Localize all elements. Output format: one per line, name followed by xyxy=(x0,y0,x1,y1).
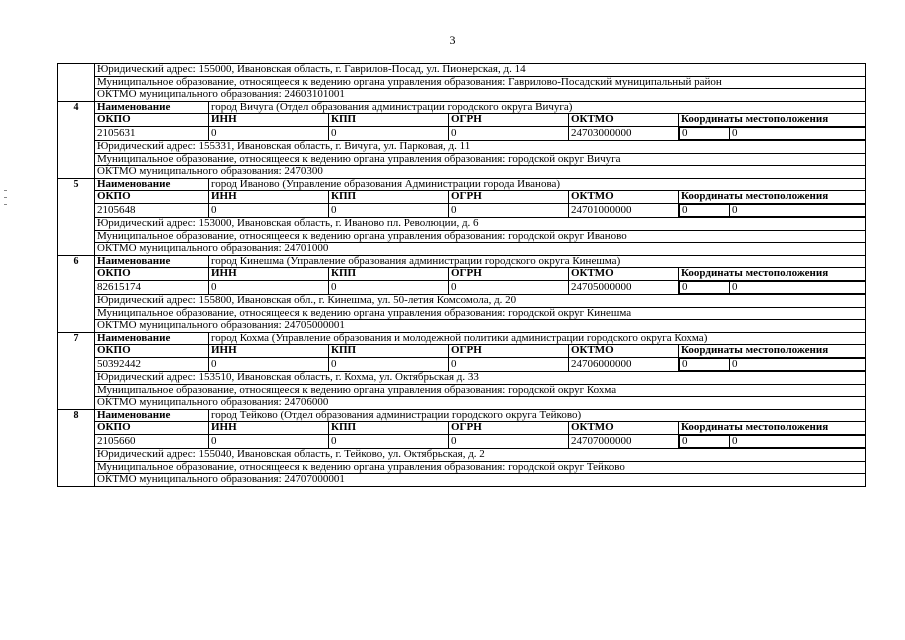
table-row xyxy=(58,422,866,435)
coords-header: Координаты местоположения xyxy=(679,114,866,127)
oktmo-header: ОКТМО xyxy=(569,345,679,358)
inn-header: ИНН xyxy=(209,422,329,435)
oktmo-value: 24707000000 xyxy=(569,434,679,449)
institutions-table xyxy=(57,63,866,487)
oktmo-cell: ОКТМО муниципального образования: 24707000001 xyxy=(95,474,866,487)
row-number: 6 xyxy=(58,255,95,332)
coords-header: Координаты местоположения xyxy=(679,345,866,358)
table-row xyxy=(58,153,866,166)
coord-lat: 0 xyxy=(680,435,730,448)
institution-name: город Кохма (Управление образования и молодежной политики администрации городского округа Кохма) xyxy=(209,332,866,345)
institution-name: город Кинешма (Управление образования администрации городского округа Кинешма) xyxy=(209,255,866,268)
okpo-header: ОКПО xyxy=(95,114,209,127)
municipality-cell: Муниципальное образование, относящееся к ведению органа управления образования: городской округ Иваново xyxy=(95,230,866,243)
coords-cell xyxy=(679,434,866,449)
okpo-value: 2105648 xyxy=(95,203,209,218)
row-number: 5 xyxy=(58,178,95,255)
table-row xyxy=(58,64,866,77)
ogrn-value: 0 xyxy=(449,203,569,218)
table-row xyxy=(58,243,866,256)
oktmo-header: ОКТМО xyxy=(569,268,679,281)
table-row xyxy=(58,280,866,295)
name-label: Наименование xyxy=(95,409,209,422)
margin-mark xyxy=(4,197,7,198)
table-row xyxy=(58,449,866,462)
table-row xyxy=(58,230,866,243)
ogrn-value: 0 xyxy=(449,434,569,449)
ogrn-header: ОГРН xyxy=(449,268,569,281)
table-row xyxy=(58,101,866,114)
oktmo-cell: ОКТМО муниципального образования: 24603101001 xyxy=(95,89,866,102)
ogrn-value: 0 xyxy=(449,126,569,141)
table-row xyxy=(58,345,866,358)
oktmo-value: 24703000000 xyxy=(569,126,679,141)
inn-value: 0 xyxy=(209,434,329,449)
ogrn-value: 0 xyxy=(449,280,569,295)
okpo-header: ОКПО xyxy=(95,268,209,281)
municipality-cell: Муниципальное образование, относящееся к ведению органа управления образования: городской округ Кохма xyxy=(95,384,866,397)
coords-cell xyxy=(679,280,866,295)
inn-header: ИНН xyxy=(209,345,329,358)
address-cell: Юридический адрес: 155040, Ивановская область, г. Тейково, ул. Октябрьская, д. 2 xyxy=(95,449,866,462)
oktmo-cell: ОКТМО муниципального образования: 24705000001 xyxy=(95,320,866,333)
coord-lat: 0 xyxy=(680,358,730,371)
margin-mark xyxy=(4,190,7,191)
inn-value: 0 xyxy=(209,126,329,141)
kpp-header: КПП xyxy=(329,114,449,127)
coords-cell xyxy=(679,357,866,372)
coords-cell xyxy=(679,203,866,218)
table-row xyxy=(58,89,866,102)
coords-header: Координаты местоположения xyxy=(679,422,866,435)
coord-lon: 0 xyxy=(730,358,866,371)
table-row xyxy=(58,203,866,218)
kpp-value: 0 xyxy=(329,434,449,449)
coord-lon: 0 xyxy=(730,127,866,140)
okpo-value: 82615174 xyxy=(95,280,209,295)
okpo-value: 50392442 xyxy=(95,357,209,372)
table-row xyxy=(58,384,866,397)
oktmo-header: ОКТМО xyxy=(569,191,679,204)
row-number: 8 xyxy=(58,409,95,486)
okpo-value: 2105660 xyxy=(95,434,209,449)
inn-header: ИНН xyxy=(209,191,329,204)
name-label: Наименование xyxy=(95,101,209,114)
inn-header: ИНН xyxy=(209,268,329,281)
ogrn-header: ОГРН xyxy=(449,345,569,358)
address-cell: Юридический адрес: 153510, Ивановская область, г. Кохма, ул. Октябрьская д. 33 xyxy=(95,372,866,385)
coord-lon: 0 xyxy=(730,435,866,448)
coord-lat: 0 xyxy=(680,281,730,294)
kpp-value: 0 xyxy=(329,357,449,372)
table-row xyxy=(58,76,866,89)
table-row xyxy=(58,409,866,422)
oktmo-header: ОКТМО xyxy=(569,422,679,435)
table-row xyxy=(58,114,866,127)
ogrn-header: ОГРН xyxy=(449,191,569,204)
row-number: 7 xyxy=(58,332,95,409)
name-label: Наименование xyxy=(95,178,209,191)
oktmo-cell: ОКТМО муниципального образования: 24701000 xyxy=(95,243,866,256)
municipality-cell: Муниципальное образование, относящееся к ведению органа управления образования: городской округ Вичуга xyxy=(95,153,866,166)
oktmo-value: 24705000000 xyxy=(569,280,679,295)
row-number: 4 xyxy=(58,101,95,178)
coords-header: Координаты местоположения xyxy=(679,191,866,204)
table-row xyxy=(58,372,866,385)
kpp-header: КПП xyxy=(329,191,449,204)
inn-value: 0 xyxy=(209,203,329,218)
municipality-cell: Муниципальное образование, относящееся к ведению органа управления образования: городской округ Тейково xyxy=(95,461,866,474)
oktmo-value: 24701000000 xyxy=(569,203,679,218)
table-row xyxy=(58,461,866,474)
institution-name: город Тейково (Отдел образования администрации городского округа Тейково) xyxy=(209,409,866,422)
margin-mark xyxy=(4,204,7,205)
table-row xyxy=(58,218,866,231)
table-row xyxy=(58,166,866,179)
oktmo-cell: ОКТМО муниципального образования: 24706000 xyxy=(95,397,866,410)
oktmo-value: 24706000000 xyxy=(569,357,679,372)
name-label: Наименование xyxy=(95,332,209,345)
table-row xyxy=(58,320,866,333)
institution-name: город Вичуга (Отдел образования администрации городского округа Вичуга) xyxy=(209,101,866,114)
table-row xyxy=(58,126,866,141)
okpo-header: ОКПО xyxy=(95,191,209,204)
page-number: 3 xyxy=(449,33,456,47)
okpo-value: 2105631 xyxy=(95,126,209,141)
table-row xyxy=(58,295,866,308)
table-row xyxy=(58,268,866,281)
table-row xyxy=(58,191,866,204)
kpp-value: 0 xyxy=(329,203,449,218)
coord-lon: 0 xyxy=(730,281,866,294)
kpp-header: КПП xyxy=(329,422,449,435)
coords-header: Координаты местоположения xyxy=(679,268,866,281)
coord-lat: 0 xyxy=(680,127,730,140)
ogrn-header: ОГРН xyxy=(449,114,569,127)
inn-value: 0 xyxy=(209,357,329,372)
inn-header: ИНН xyxy=(209,114,329,127)
address-cell: Юридический адрес: 155800, Ивановская обл., г. Кинешма, ул. 50-летия Комсомола, д. 20 xyxy=(95,295,866,308)
kpp-value: 0 xyxy=(329,126,449,141)
coord-lat: 0 xyxy=(680,204,730,217)
table-row xyxy=(58,397,866,410)
oktmo-header: ОКТМО xyxy=(569,114,679,127)
oktmo-cell: ОКТМО муниципального образования: 2470300 xyxy=(95,166,866,179)
coords-cell xyxy=(679,126,866,141)
kpp-header: КПП xyxy=(329,268,449,281)
kpp-value: 0 xyxy=(329,280,449,295)
table-row xyxy=(58,332,866,345)
ogrn-value: 0 xyxy=(449,357,569,372)
table-row xyxy=(58,434,866,449)
table-row xyxy=(58,255,866,268)
name-label: Наименование xyxy=(95,255,209,268)
inn-value: 0 xyxy=(209,280,329,295)
table-row xyxy=(58,178,866,191)
table-row xyxy=(58,474,866,487)
municipality-cell: Муниципальное образование, относящееся к ведению органа управления образования: городской округ Кинешма xyxy=(95,307,866,320)
institution-name: город Иваново (Управление образования Администрации города Иванова) xyxy=(209,178,866,191)
address-cell: Юридический адрес: 155331, Ивановская область, г. Вичуга, ул. Парковая, д. 11 xyxy=(95,141,866,154)
municipality-cell: Муниципальное образование, относящееся к ведению органа управления образования: Гаврилово-Посадский муниципальный район xyxy=(95,76,866,89)
ogrn-header: ОГРН xyxy=(449,422,569,435)
table-row xyxy=(58,307,866,320)
okpo-header: ОКПО xyxy=(95,345,209,358)
address-cell: Юридический адрес: 155000, Ивановская область, г. Гаврилов-Посад, ул. Пионерская, д. 14 xyxy=(95,64,866,77)
address-cell: Юридический адрес: 153000, Ивановская область, г. Иваново пл. Революции, д. 6 xyxy=(95,218,866,231)
row-number-cell xyxy=(58,64,95,102)
table-row xyxy=(58,357,866,372)
kpp-header: КПП xyxy=(329,345,449,358)
table-row xyxy=(58,141,866,154)
coord-lon: 0 xyxy=(730,204,866,217)
okpo-header: ОКПО xyxy=(95,422,209,435)
